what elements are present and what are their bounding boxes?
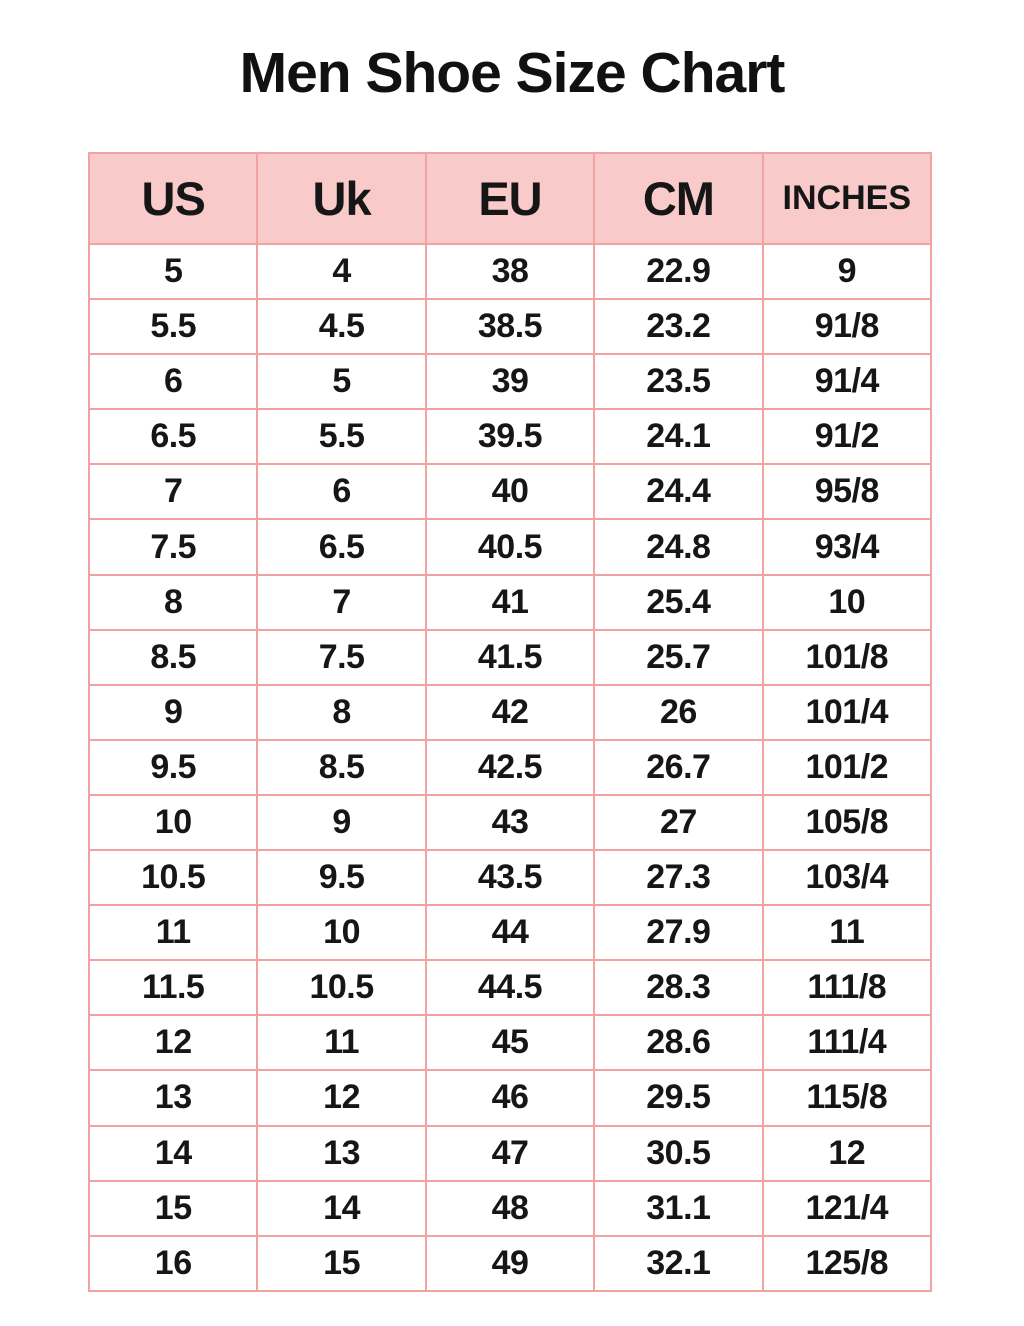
table-cell-us: 8	[89, 575, 257, 630]
table-row	[89, 409, 931, 464]
table-cell-us: 5.5	[89, 299, 257, 354]
column-header-uk: Uk	[257, 153, 425, 244]
table-cell-uk: 8	[257, 685, 425, 740]
table-cell-eu: 39.5	[426, 409, 594, 464]
table-row	[89, 1015, 931, 1070]
table-cell-inches: 101/4	[763, 685, 931, 740]
table-cell-eu: 45	[426, 1015, 594, 1070]
table-cell-uk: 13	[257, 1126, 425, 1181]
table-cell-eu: 44	[426, 905, 594, 960]
table-row	[89, 740, 931, 795]
table-cell-us: 10.5	[89, 850, 257, 905]
table-cell-inches: 93/4	[763, 519, 931, 574]
table-cell-cm: 23.2	[594, 299, 762, 354]
shoe-size-table	[88, 152, 932, 1292]
table-cell-cm: 29.5	[594, 1070, 762, 1125]
table-cell-us: 14	[89, 1126, 257, 1181]
table-cell-us: 6	[89, 354, 257, 409]
table-row	[89, 905, 931, 960]
table-cell-inches: 11	[763, 905, 931, 960]
table-cell-us: 13	[89, 1070, 257, 1125]
column-header-inches: INCHES	[763, 153, 931, 244]
table-row	[89, 630, 931, 685]
table-cell-us: 11.5	[89, 960, 257, 1015]
header-row	[89, 153, 931, 244]
table-cell-eu: 49	[426, 1236, 594, 1291]
table-cell-uk: 9.5	[257, 850, 425, 905]
table-cell-cm: 27.9	[594, 905, 762, 960]
table-cell-inches: 91/4	[763, 354, 931, 409]
table-cell-cm: 26	[594, 685, 762, 740]
table-cell-eu: 47	[426, 1126, 594, 1181]
table-cell-eu: 38.5	[426, 299, 594, 354]
table-cell-cm: 32.1	[594, 1236, 762, 1291]
table-cell-us: 8.5	[89, 630, 257, 685]
table-cell-inches: 12	[763, 1126, 931, 1181]
table-cell-us: 9.5	[89, 740, 257, 795]
table-cell-inches: 103/4	[763, 850, 931, 905]
table-cell-uk: 7	[257, 575, 425, 630]
table-row	[89, 464, 931, 519]
table-cell-inches: 91/8	[763, 299, 931, 354]
table-cell-cm: 23.5	[594, 354, 762, 409]
table-cell-eu: 43.5	[426, 850, 594, 905]
table-cell-cm: 24.1	[594, 409, 762, 464]
table-row	[89, 519, 931, 574]
table-cell-uk: 11	[257, 1015, 425, 1070]
table-cell-eu: 41	[426, 575, 594, 630]
table-row	[89, 1236, 931, 1291]
table-row	[89, 850, 931, 905]
table-cell-inches: 95/8	[763, 464, 931, 519]
table-cell-cm: 27	[594, 795, 762, 850]
table-row	[89, 354, 931, 409]
table-cell-uk: 10	[257, 905, 425, 960]
table-cell-uk: 4	[257, 244, 425, 299]
table-row	[89, 244, 931, 299]
table-cell-us: 15	[89, 1181, 257, 1236]
table-row	[89, 960, 931, 1015]
table-cell-inches: 10	[763, 575, 931, 630]
column-header-cm: CM	[594, 153, 762, 244]
table-cell-cm: 31.1	[594, 1181, 762, 1236]
table-cell-eu: 42	[426, 685, 594, 740]
table-cell-cm: 26.7	[594, 740, 762, 795]
table-cell-cm: 24.8	[594, 519, 762, 574]
table-cell-uk: 12	[257, 1070, 425, 1125]
table-cell-eu: 46	[426, 1070, 594, 1125]
table-cell-uk: 14	[257, 1181, 425, 1236]
table-cell-cm: 28.3	[594, 960, 762, 1015]
table-row	[89, 575, 931, 630]
table-cell-us: 16	[89, 1236, 257, 1291]
table-cell-us: 11	[89, 905, 257, 960]
table-row	[89, 299, 931, 354]
table-cell-cm: 25.4	[594, 575, 762, 630]
table-header	[89, 153, 931, 244]
table-cell-eu: 41.5	[426, 630, 594, 685]
table-cell-eu: 40	[426, 464, 594, 519]
table-cell-uk: 15	[257, 1236, 425, 1291]
table-cell-cm: 25.7	[594, 630, 762, 685]
table-cell-cm: 28.6	[594, 1015, 762, 1070]
table-cell-eu: 40.5	[426, 519, 594, 574]
table-cell-cm: 27.3	[594, 850, 762, 905]
table-row	[89, 795, 931, 850]
table-cell-cm: 24.4	[594, 464, 762, 519]
table-cell-eu: 42.5	[426, 740, 594, 795]
table-cell-us: 7.5	[89, 519, 257, 574]
table-cell-us: 12	[89, 1015, 257, 1070]
table-cell-uk: 4.5	[257, 299, 425, 354]
table-cell-inches: 121/4	[763, 1181, 931, 1236]
table-cell-inches: 105/8	[763, 795, 931, 850]
table-cell-eu: 48	[426, 1181, 594, 1236]
table-cell-us: 9	[89, 685, 257, 740]
table-cell-uk: 5.5	[257, 409, 425, 464]
table-cell-inches: 125/8	[763, 1236, 931, 1291]
table-cell-inches: 111/8	[763, 960, 931, 1015]
table-body	[89, 244, 931, 1291]
table-cell-uk: 9	[257, 795, 425, 850]
table-cell-inches: 115/8	[763, 1070, 931, 1125]
table-row	[89, 1181, 931, 1236]
table-cell-uk: 10.5	[257, 960, 425, 1015]
column-header-eu: EU	[426, 153, 594, 244]
table-cell-uk: 8.5	[257, 740, 425, 795]
table-cell-inches: 9	[763, 244, 931, 299]
page-title: Men Shoe Size Chart	[239, 41, 785, 105]
table-cell-eu: 39	[426, 354, 594, 409]
table-cell-inches: 91/2	[763, 409, 931, 464]
table-cell-uk: 6	[257, 464, 425, 519]
table-cell-eu: 38	[426, 244, 594, 299]
table-cell-us: 7	[89, 464, 257, 519]
table-cell-us: 5	[89, 244, 257, 299]
table-cell-us: 6.5	[89, 409, 257, 464]
table-cell-uk: 7.5	[257, 630, 425, 685]
table-row	[89, 685, 931, 740]
table-cell-uk: 5	[257, 354, 425, 409]
table-row	[89, 1070, 931, 1125]
table-cell-inches: 101/8	[763, 630, 931, 685]
table-cell-uk: 6.5	[257, 519, 425, 574]
table-row	[89, 1126, 931, 1181]
table-cell-us: 10	[89, 795, 257, 850]
table-cell-inches: 101/2	[763, 740, 931, 795]
table-cell-inches: 111/4	[763, 1015, 931, 1070]
table-cell-eu: 43	[426, 795, 594, 850]
table-cell-eu: 44.5	[426, 960, 594, 1015]
column-header-us: US	[89, 153, 257, 244]
table-cell-cm: 22.9	[594, 244, 762, 299]
table-cell-cm: 30.5	[594, 1126, 762, 1181]
